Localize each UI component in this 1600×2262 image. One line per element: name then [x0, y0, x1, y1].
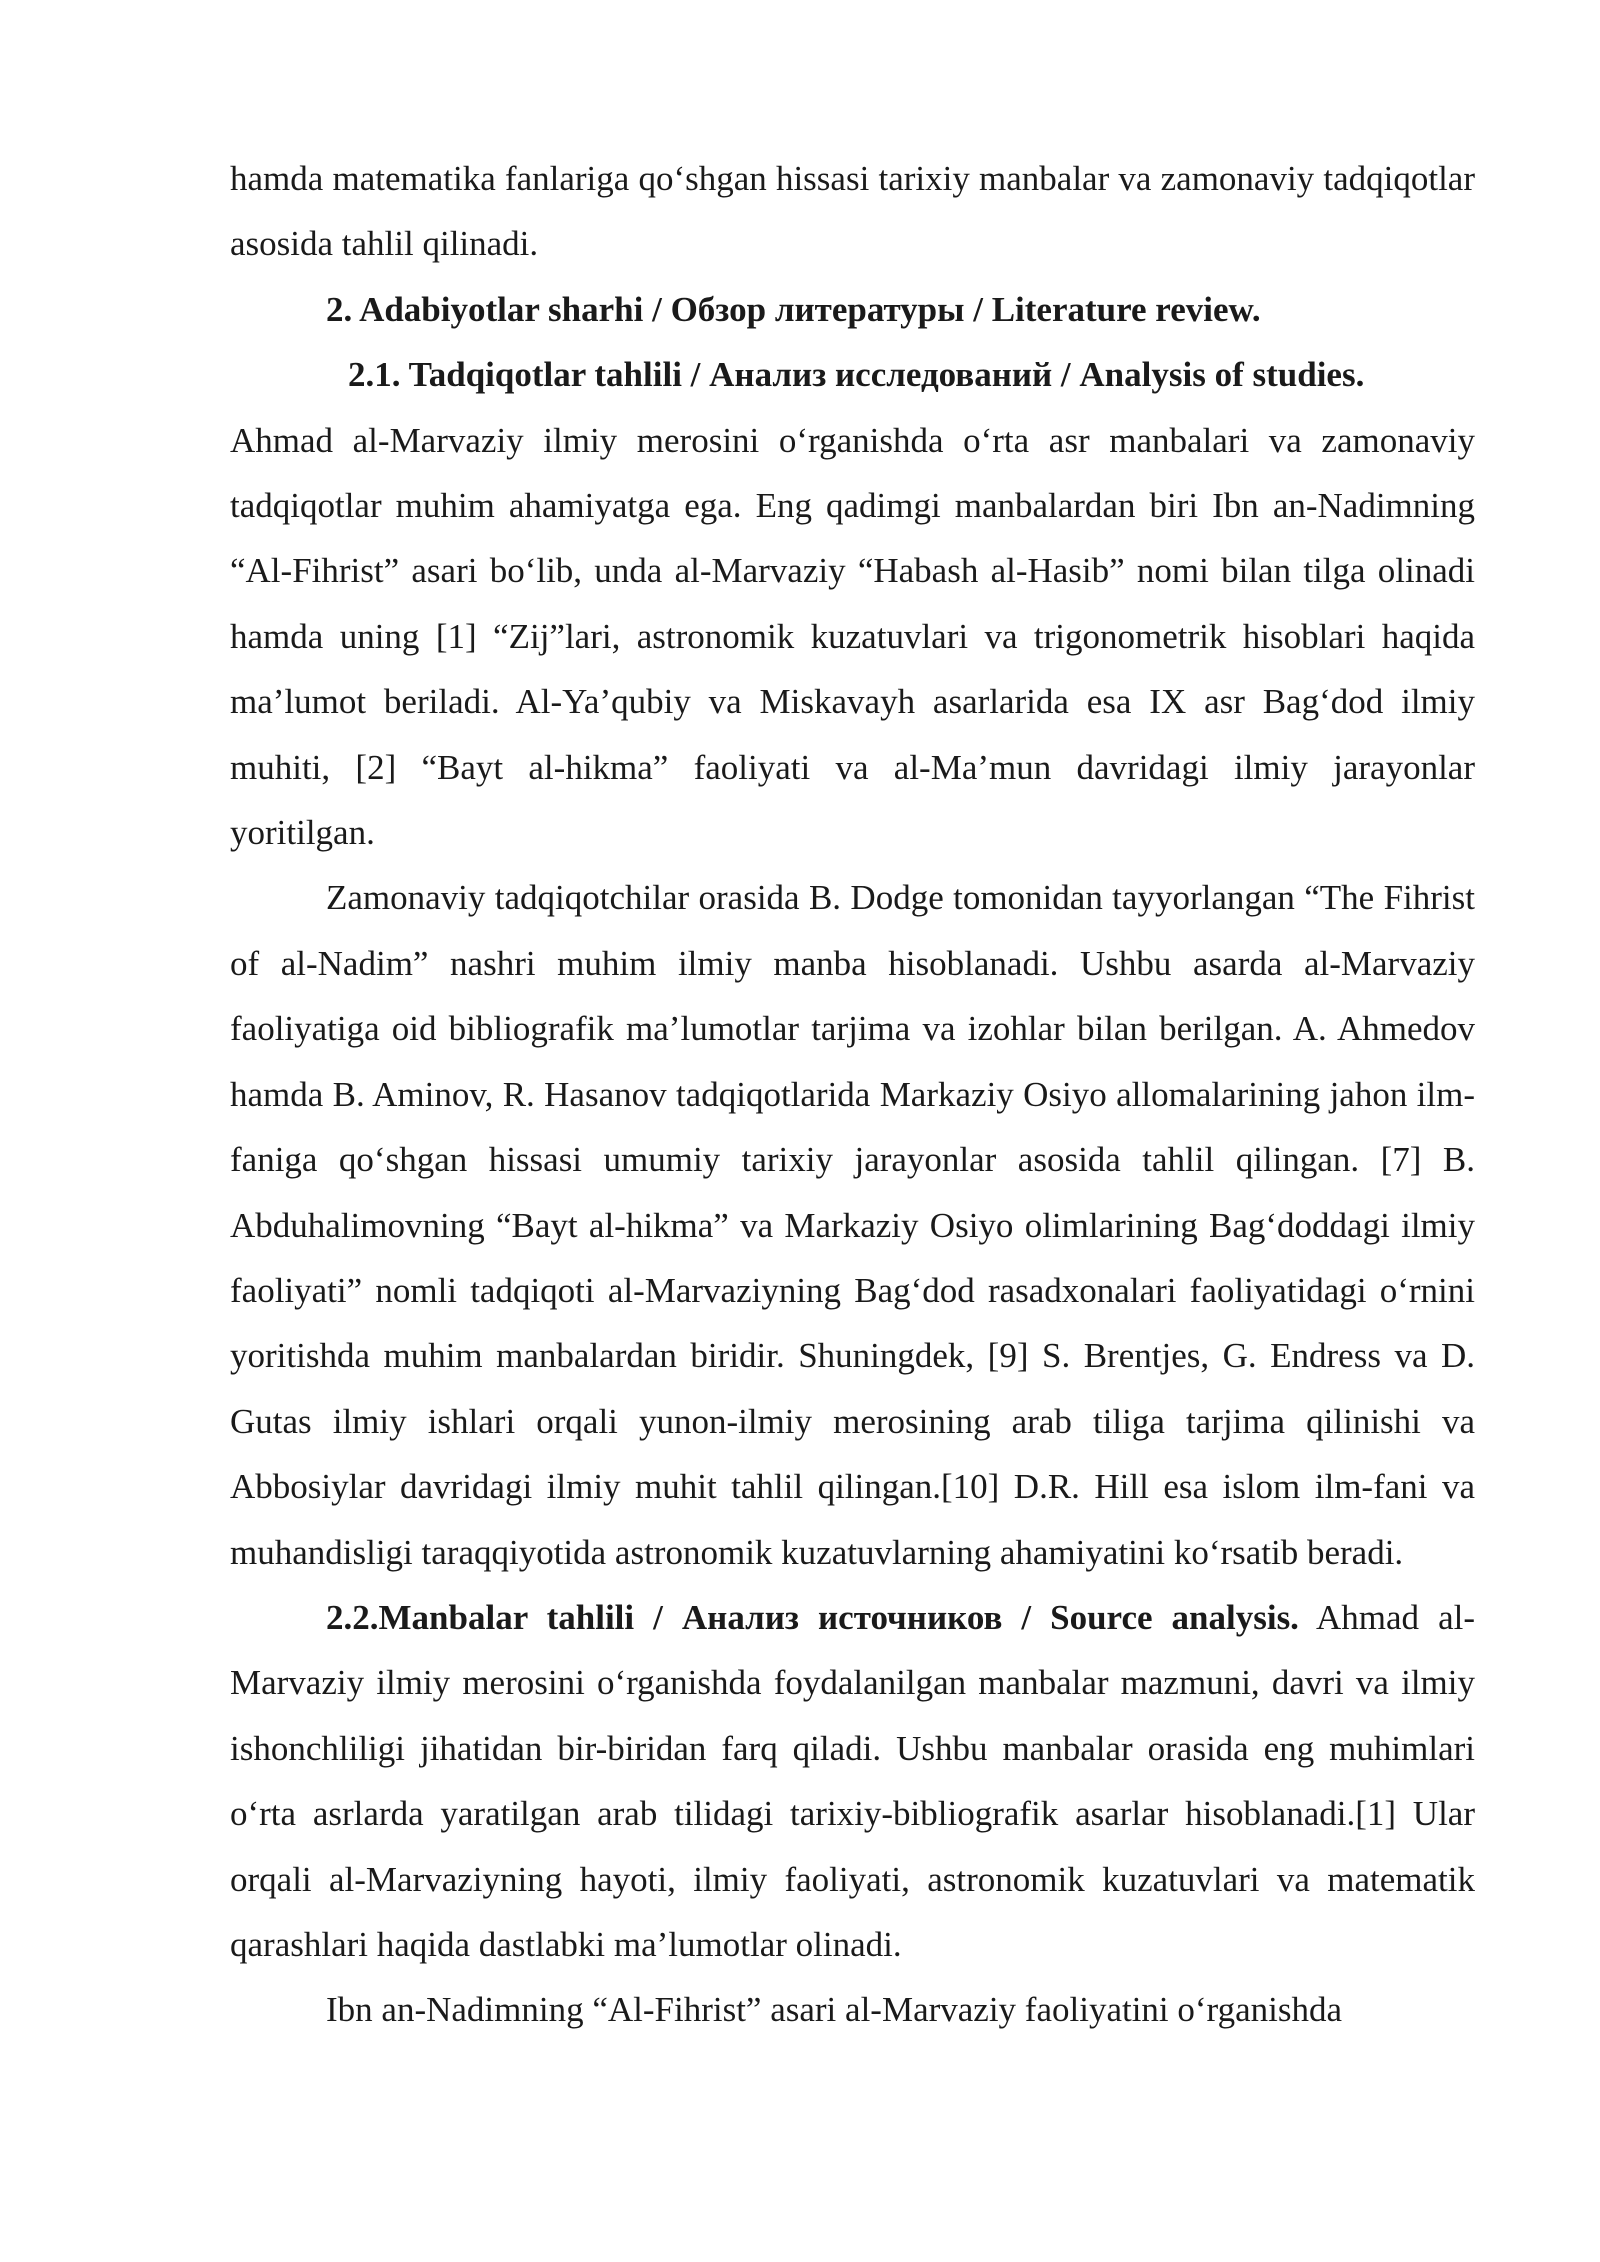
paragraph-continuation: hamda matematika fanlariga qo‘shgan hissasi tarixiy manbalar va zamonaviy tadqiqotlar asosida tahlil qilinadi. [230, 159, 1475, 264]
paragraph-fihrist: Ibn an-Nadimning “Al-Fihrist” asari al-Marvaziy faoliyatini o‘rganishda [326, 1990, 1342, 2030]
paragraph-source-analysis [230, 1585, 1475, 1977]
document-body [230, 146, 1475, 2043]
paragraph-studies-intro: Ahmad al-Marvaziy ilmiy merosini o‘rganishda o‘rta asr manbalari va zamonaviy tadqiqotlar muhim ahamiyatga ega. Eng qadimgi manbalardan biri Ibn an-Nadimning “Al-Fihrist” asari bo‘lib, unda al-Marvaziy “Habash al-Hasib” nomi bilan tilga olinadi hamda uning [1] “Zij”lari, astronomik kuzatuvlari va trigonometrik hisoblari haqida ma’lumot beriladi. Al-Ya’qubiy va Miskavayh asarlarida esa IX asr Bag‘dod ilmiy muhiti, [2] “Bayt al-hikma” faoliyati va al-Ma’mun davridagi ilmiy jarayonlar yoritilgan. [230, 420, 1475, 853]
subsection-heading-source-analysis: 2.2.Manbalar tahlili / Анализ источников / Source analysis. [326, 1597, 1299, 1637]
paragraph-modern-researchers: Zamonaviy tadqiqotchilar orasida B. Dodge tomonidan tayyorlangan “The Fihrist of al-Nadim” nashri muhim ilmiy manba hisoblanadi. Ushbu asarda al-Marvaziy faoliyatiga oid bibliografik ma’lumotlar tarjima va izohlar bilan berilgan. A. Ahmedov hamda B. Aminov, R. Hasanov tadqiqotlarida Markaziy Osiyo allomalarining jahon ilm-faniga qo‘shgan hissasi umumiy tarixiy jarayonlar asosida tahlil qilingan. [7] B. Abduhalimovning “Bayt al-hikma” va Markaziy Osiyo olimlarining Bag‘doddagi ilmiy faoliyati” nomli tadqiqoti al-Marvaziyning Bag‘dod rasadxonalari faoliyatidagi o‘rnini yoritishda muhim manbalardan biridir. Shuningdek, [9] S. Brentjes, G. Endress va D. Gutas ilmiy ishlari orqali yunon-ilmiy merosining arab tiliga tarjima qilinishi va Abbosiylar davridagi ilmiy muhit tahlil qilingan.[10] D.R. Hill esa islom ilm-fani va muhandisligi taraqqiyotida astronomik kuzatuvlarning ahamiyatini ko‘rsatib beradi. [230, 878, 1475, 1572]
subsection-heading-analysis-of-studies: 2.1. Tadqiqotlar tahlili / Анализ исследований / Analysis of studies. [348, 355, 1365, 395]
section-heading-literature-review: 2. Adabiyotlar sharhi / Обзор литературы / Literature review. [326, 289, 1261, 329]
paragraph-source-analysis-text: Ahmad al-Marvaziy ilmiy merosini o‘rganishda foydalanilgan manbalar mazmuni, davri va ilmiy ishonchliligi jihatidan bir-biridan farq qiladi. Ushbu manbalar orasida eng muhimlari o‘rta asrlarda yaratilgan arab tilidagi tarixiy-bibliografik asarlar hisoblanadi.[1] Ular orqali al-Marvaziyning hayoti, ilmiy faoliyati, astronomik kuzatuvlari va matematik qarashlari haqida dastlabki ma’lumotlar olinadi. [230, 1597, 1475, 1964]
